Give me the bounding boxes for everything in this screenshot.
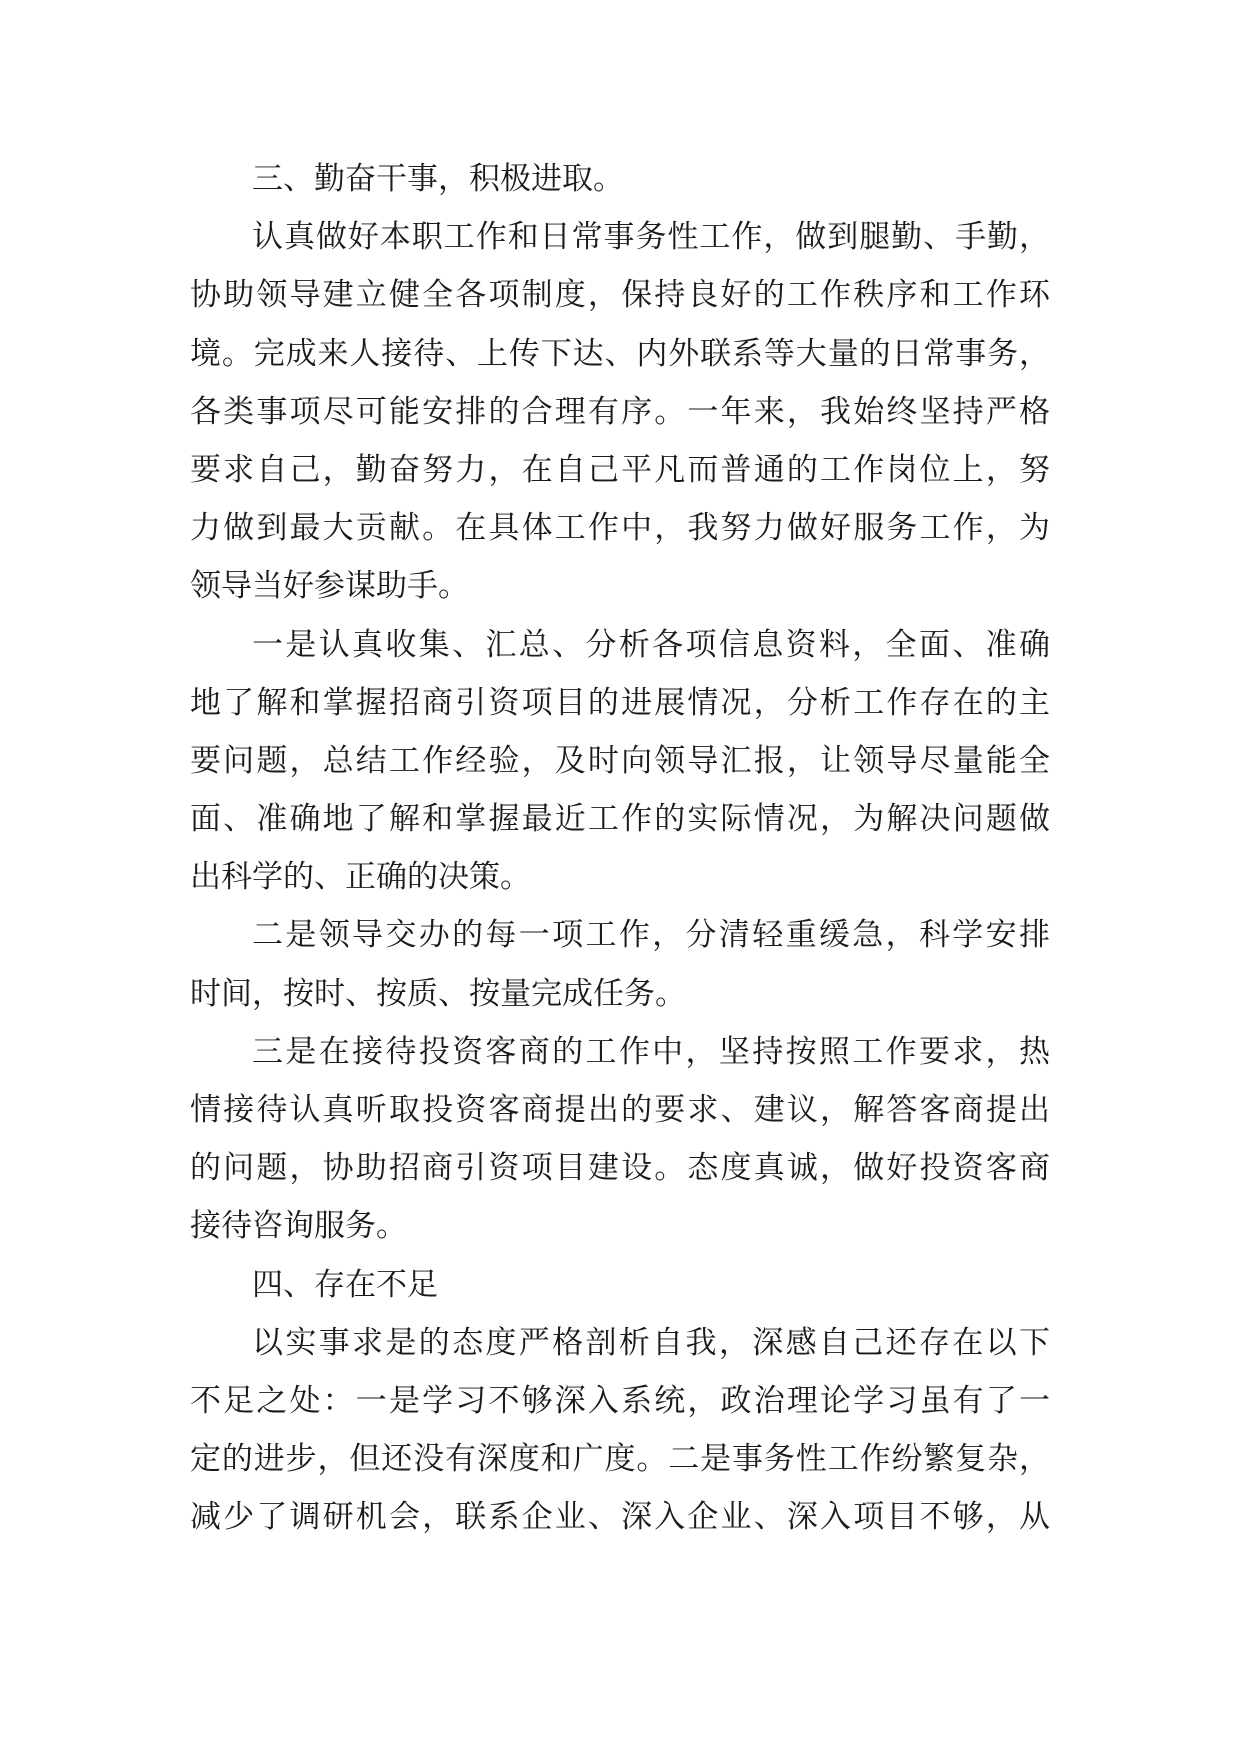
paragraph-point-two bbox=[190, 906, 1050, 1022]
text-line: 领导当好参谋助手。 bbox=[190, 568, 469, 605]
text-line: 减少了调研机会，联系企业、深入企业、深入项目不够，从 bbox=[190, 1499, 1050, 1536]
text-line: 一是认真收集、汇总、分析各项信息资料，全面、准确 bbox=[252, 626, 1050, 663]
heading-line: 三、勤奋干事，积极进取。 bbox=[252, 161, 624, 197]
document-page bbox=[190, 150, 1050, 1547]
heading-line: 四、存在不足 bbox=[252, 1266, 438, 1303]
text-line: 情接待认真听取投资客商提出的要求、建议，解答客商提出 bbox=[190, 1092, 1050, 1128]
text-line: 要求自己，勤奋努力，在自己平凡而普通的工作岗位上，努 bbox=[190, 451, 1050, 488]
paragraph-point-three bbox=[190, 1023, 1050, 1256]
section-heading-4 bbox=[190, 1256, 1050, 1314]
paragraph-shortcomings bbox=[190, 1314, 1050, 1547]
text-line: 各类事项尽可能安排的合理有序。一年来，我始终坚持严格 bbox=[190, 393, 1050, 430]
text-line: 力做到最大贡献。在具体工作中，我努力做好服务工作，为 bbox=[190, 510, 1050, 547]
text-line: 时间，按时、按质、按量完成任务。 bbox=[190, 975, 686, 1012]
text-line: 二是领导交办的每一项工作，分清轻重缓急，科学安排 bbox=[252, 917, 1050, 954]
text-line: 的问题，协助招商引资项目建设。态度真诚，做好投资客商 bbox=[190, 1150, 1050, 1187]
text-line: 要问题，总结工作经验，及时向领导汇报，让领导尽量能全 bbox=[190, 742, 1050, 779]
section-heading-3 bbox=[190, 150, 1050, 208]
text-line: 三是在接待投资客商的工作中，坚持按照工作要求，热 bbox=[252, 1033, 1050, 1070]
text-line: 定的进步，但还没有深度和广度。二是事务性工作纷繁复杂， bbox=[190, 1441, 1050, 1478]
text-line: 协助领导建立健全各项制度，保持良好的工作秩序和工作环 bbox=[190, 277, 1050, 314]
text-line: 出科学的、正确的决策。 bbox=[190, 859, 531, 896]
text-line: 以实事求是的态度严格剖析自我，深感自己还存在以下 bbox=[252, 1324, 1050, 1361]
text-line: 境。完成来人接待、上传下达、内外联系等大量的日常事务， bbox=[190, 335, 1050, 372]
text-line: 面、准确地了解和掌握最近工作的实际情况，为解决问题做 bbox=[190, 801, 1050, 838]
text-line: 认真做好本职工作和日常事务性工作，做到腿勤、手勤， bbox=[252, 219, 1050, 256]
text-line: 地了解和掌握招商引资项目的进展情况，分析工作存在的主 bbox=[190, 684, 1050, 721]
paragraph-point-one bbox=[190, 616, 1050, 907]
paragraph-duties bbox=[190, 208, 1050, 615]
text-line: 接待咨询服务。 bbox=[190, 1208, 407, 1245]
text-line: 不足之处：一是学习不够深入系统，政治理论学习虽有了一 bbox=[190, 1382, 1050, 1419]
